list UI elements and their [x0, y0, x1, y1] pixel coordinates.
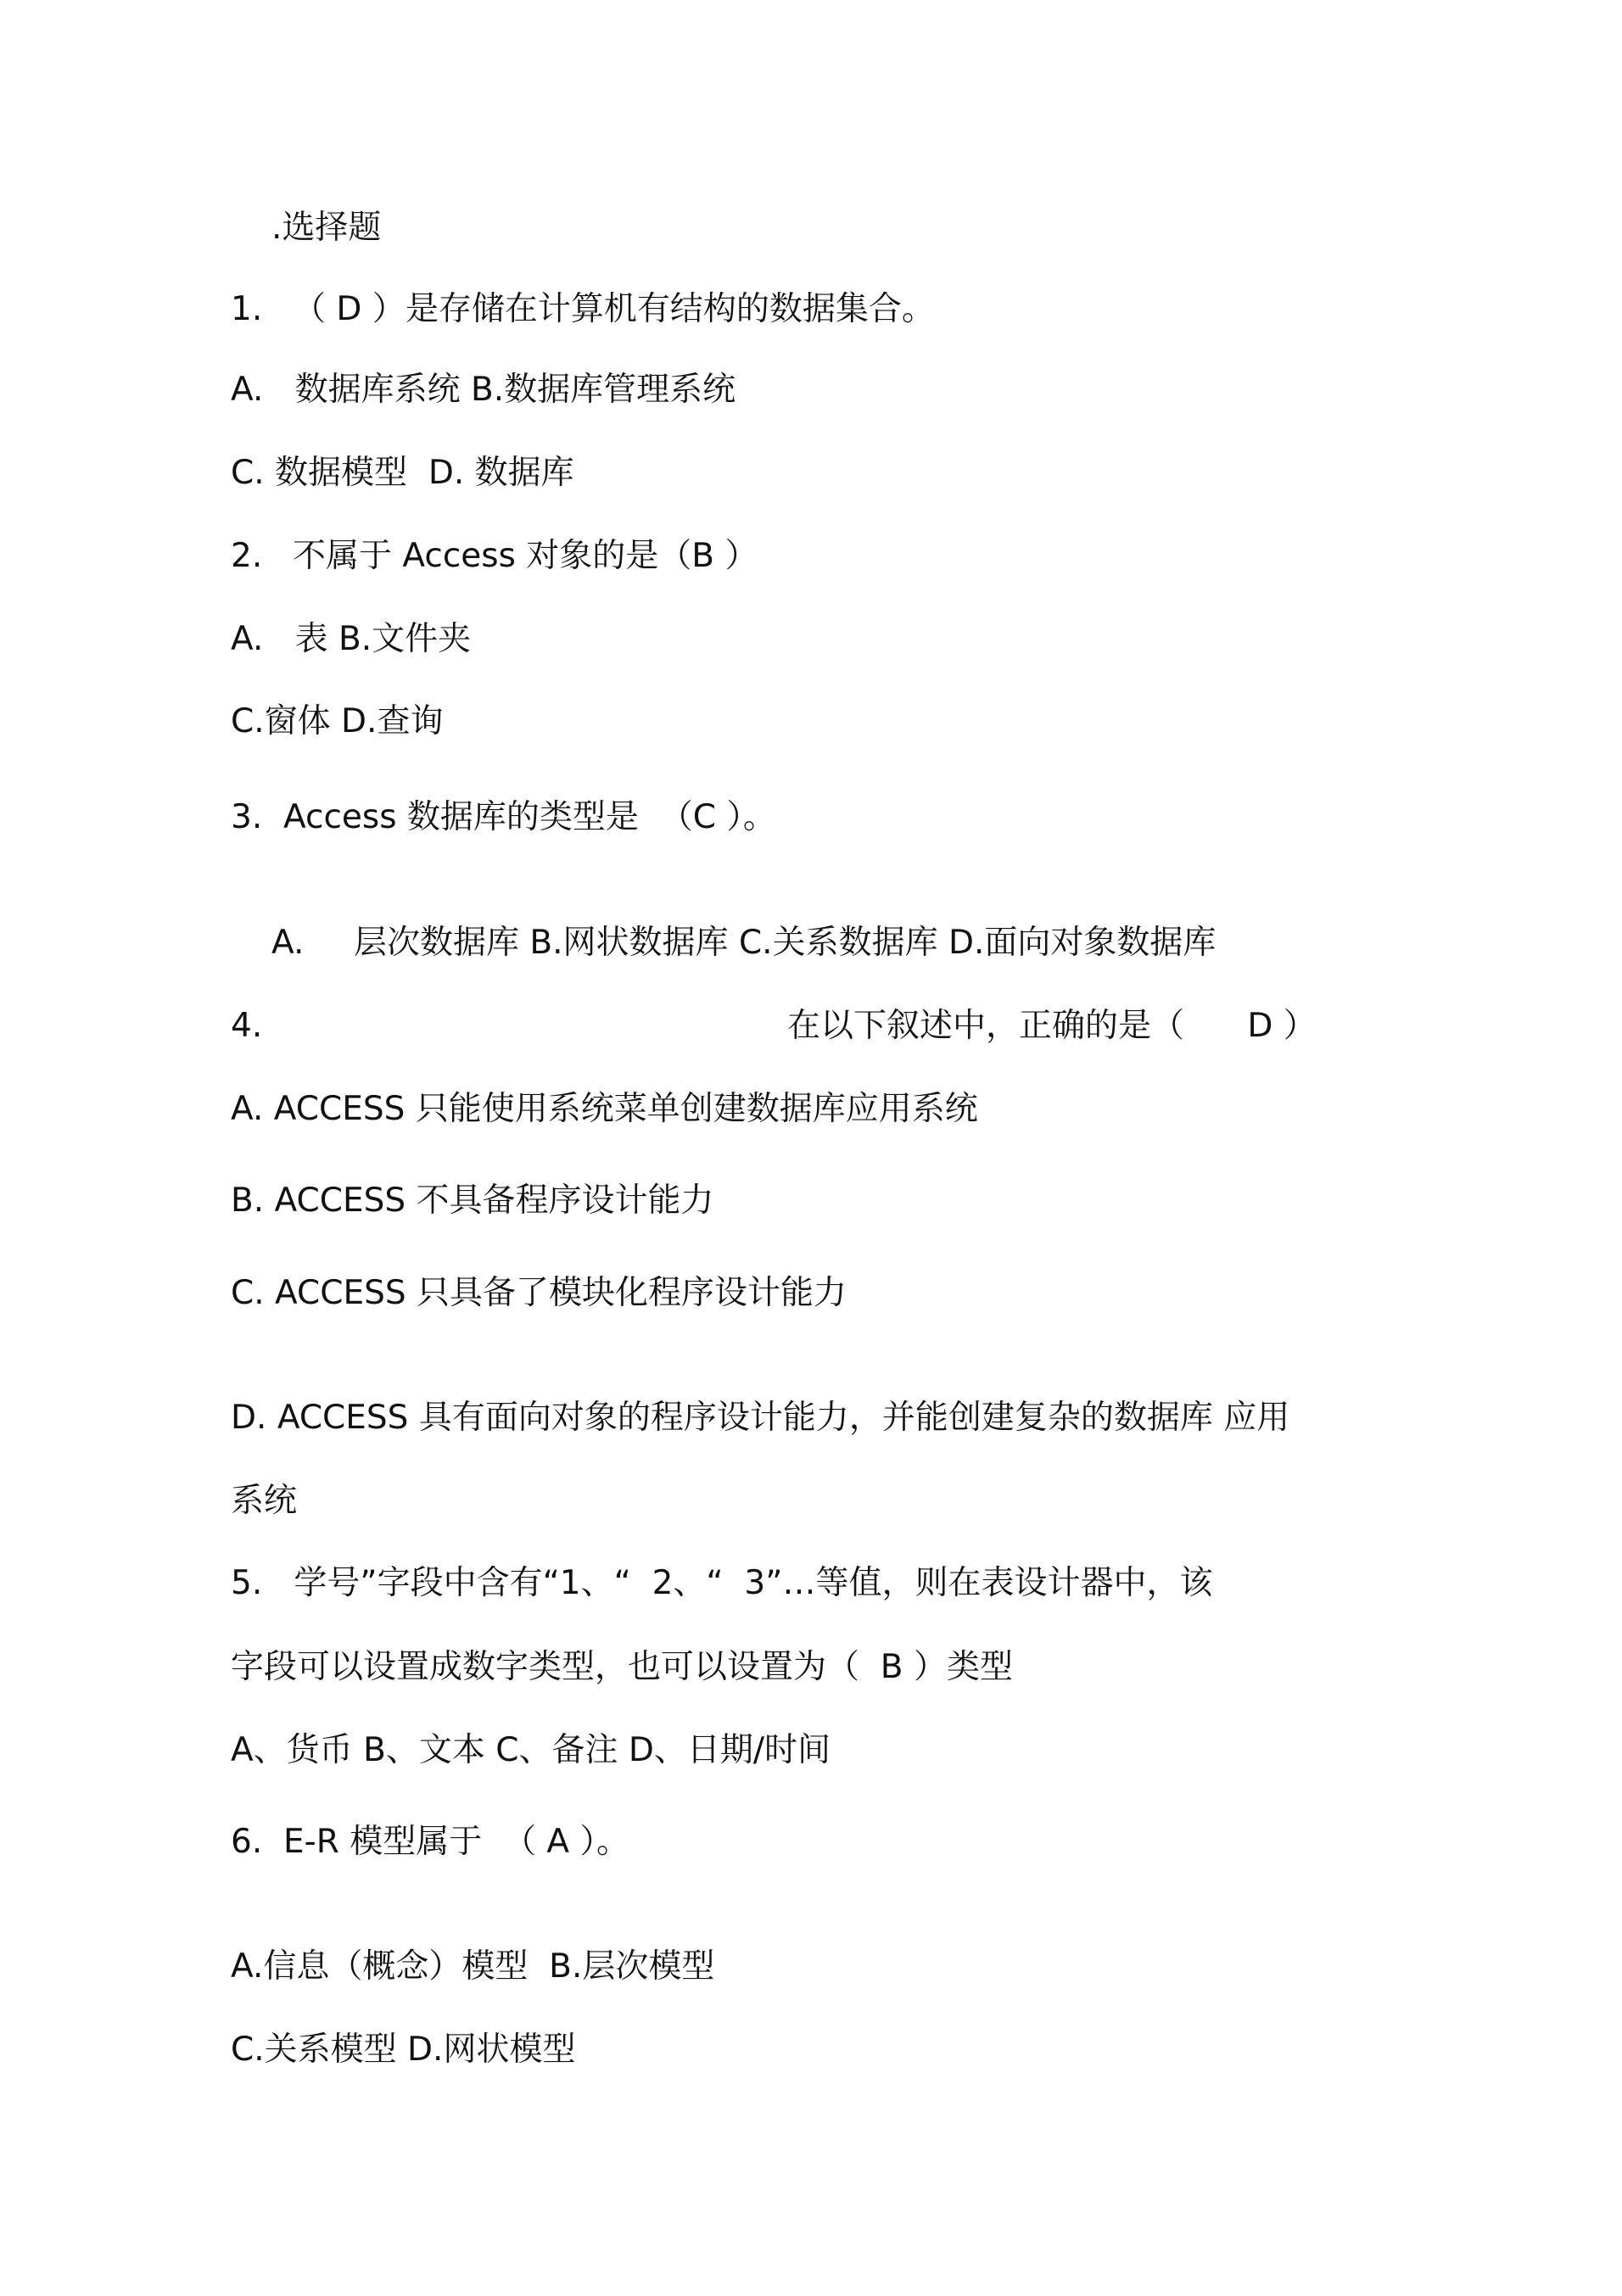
question-4-option-d-line-2: 系统 — [231, 1482, 298, 1520]
question-1-options-ab: A. 数据库系统 B.数据库管理系统 — [231, 371, 736, 409]
question-4-option-d-line-1: D. ACCESS 具有面向对象的程序设计能力，并能创建复杂的数据库 应用 — [231, 1399, 1290, 1437]
question-4-number: 4. — [231, 1007, 263, 1045]
section-heading: .选择题 — [271, 209, 382, 247]
question-1-number: 1. — [231, 290, 263, 328]
question-5-line-2: 字段可以设置成数字类型，也可以设置为（ B ）类型 — [231, 1648, 1013, 1686]
question-2-options-ab: A. 表 B.文件夹 — [231, 620, 472, 658]
question-1-options-cd: C. 数据模型 D. 数据库 — [231, 454, 574, 492]
question-5-options: A、货币 B、文本 C、备注 D、日期/时间 — [231, 1731, 831, 1769]
question-6-options-ab: A.信息（概念）模型 B.层次模型 — [231, 1947, 715, 1986]
question-2-options-cd: C.窗体 D.查询 — [231, 702, 444, 740]
question-3-text: 3. Access 数据库的类型是 （C ）。 — [231, 798, 776, 836]
question-2-number: 2. — [231, 537, 263, 575]
question-5-line-1: 5. 学号”字段中含有“1、“ 2、“ 3”…等值，则在表设计器中，该 — [231, 1564, 1213, 1602]
question-6-options-cd: C.关系模型 D.网状模型 — [231, 2031, 576, 2069]
question-3-options-text: 层次数据库 B.网状数据库 C.关系数据库 D.面向对象数据库 — [354, 924, 1216, 962]
question-1-text: （ D ）是存储在计算机有结构的数据集合。 — [293, 290, 935, 328]
question-4-text: 在以下叙述中，正确的是（ D ） — [787, 1007, 1317, 1045]
question-4-option-b: B. ACCESS 不具备程序设计能力 — [231, 1182, 714, 1220]
question-6-text: 6. E-R 模型属于 （ A ）。 — [231, 1823, 629, 1861]
question-2-text: 不属于 Access 对象的是（B ） — [293, 537, 758, 575]
question-4-option-a: A. ACCESS 只能使用系统菜单创建数据库应用系统 — [231, 1090, 978, 1128]
question-3-options-label: A. — [271, 924, 305, 962]
question-4-option-c: C. ACCESS 只具备了模块化程序设计能力 — [231, 1274, 847, 1312]
